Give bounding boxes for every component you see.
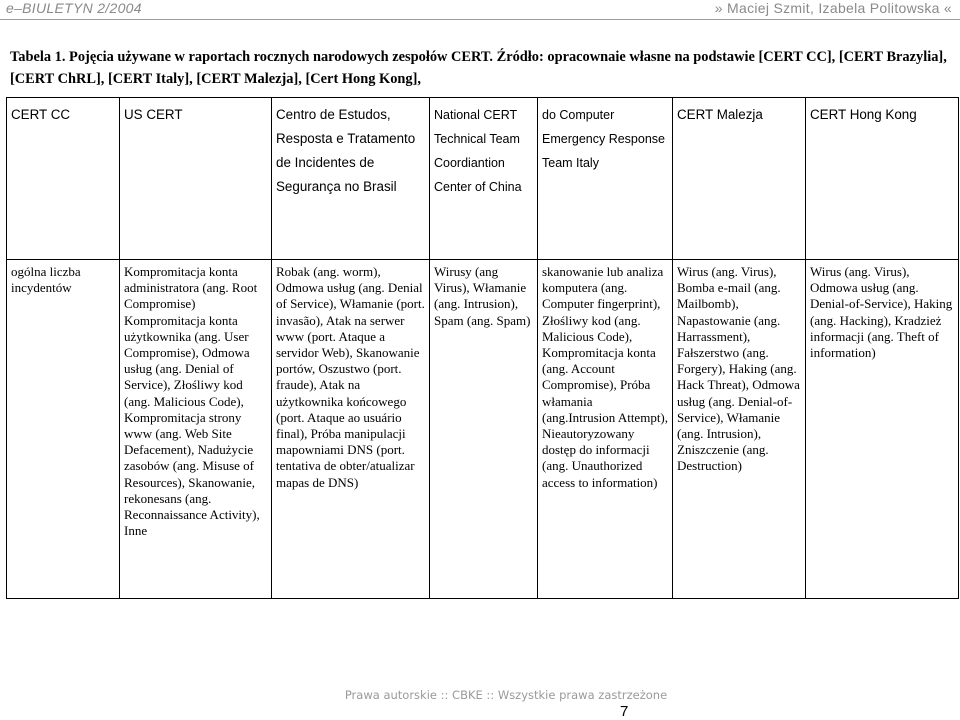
bulletin-title: e–BIULETYN 2/2004 [6,0,142,16]
table-row [7,260,959,599]
header-cell-us-cert: US CERT [120,98,272,260]
header-cell-cert-malaysia: CERT Malezja [673,98,806,260]
header-divider [0,19,960,20]
table-cell-cert-brazil: Robak (ang. worm), Odmowa usług (ang. Denial of Service), Włamanie (port. invasão), Atak na serwer www (port. Ataque a servidor Web), Skanowanie portów, Oszustwo (port. fraude), Atak na użytkownika końcowego (port. Ataque ao usuário final), Próba manipulacji mapowniami DNS (port. tentativa de obter/atualizar mapas de DNS) [272,260,430,599]
cert-terms-table [6,97,959,599]
header-cell-cert-italy: do Computer Emergency Response Team Italy [538,98,673,260]
table-cell-cert-hong-kong: Wirus (ang. Virus), Odmowa usług (ang. Denial-of-Service), Haking (ang. Hacking), Kradzież informacji (ang. Theft of information) [806,260,959,599]
table-cell-us-cert: Kompromitacja konta administratora (ang. Root Compromise) Kompromitacja konta użytkownika (ang. User Compromise), Odmowa usług (ang. Denial of Service), Złośliwy kod (ang. Malicious Code), Kompromitacja strony www (ang. Web Site Defacement), Nadużycie zasobów (ang. Misuse of Resources), Skanowanie, rekonesans (ang. Reconnaissance Activity), Inne [120,260,272,599]
copyright-notice: Prawa autorskie :: CBKE :: Wszystkie prawa zastrzeżone [344,688,668,702]
header-cell-cert-cc: CERT CC [7,98,120,260]
authors: » Maciej Szmit, Izabela Politowska « [714,0,952,16]
page-footer [0,688,960,702]
table-cell-cert-china: Wirusy (ang Virus), Włamanie (ang. Intrusion), Spam (ang. Spam) [430,260,538,599]
table-header-row [7,98,959,260]
table-cell-cert-italy: skanowanie lub analiza komputera (ang. Computer fingerprint), Złośliwy kod (ang. Malicious Code), Kompromitacja konta (ang. Account Compromise), Próba włamania (ang.Intrusion Attempt), Nieautoryzowany dostęp do informacji (ang. Unauthorized access to information) [538,260,673,599]
table-cell-cert-malaysia: Wirus (ang. Virus), Bomba e-mail (ang. Mailbomb), Napastowanie (ang. Harrassment), Fałszerstwo (ang. Forgery), Haking (ang. Hack Threat), Odmowa usług (ang. Denial-of-Service), Włamanie (ang. Intrusion), Zniszczenie (ang. Destruction) [673,260,806,599]
page-number: 7 [620,703,629,720]
table-cell-cert-cc: ogólna liczba incydentów [7,260,120,599]
header-cell-cert-china: National CERT Technical Team Coordiantion Center of China [430,98,538,260]
header-cell-cert-hong-kong: CERT Hong Kong [806,98,959,260]
table-caption: Tabela 1. Pojęcia używane w raportach rocznych narodowych zespołów CERT. Źródło: opracownaie własne na podstawie [CERT CC], [CERT Brazylia], [CERT ChRL], [CERT Italy], [CERT Malezja], [Cert Hong Kong], [10,49,947,87]
header-cell-cert-brazil: Centro de Estudos, Resposta e Tratamento de Incidentes de Segurança no Brasil [272,98,430,260]
page-header [0,0,960,20]
